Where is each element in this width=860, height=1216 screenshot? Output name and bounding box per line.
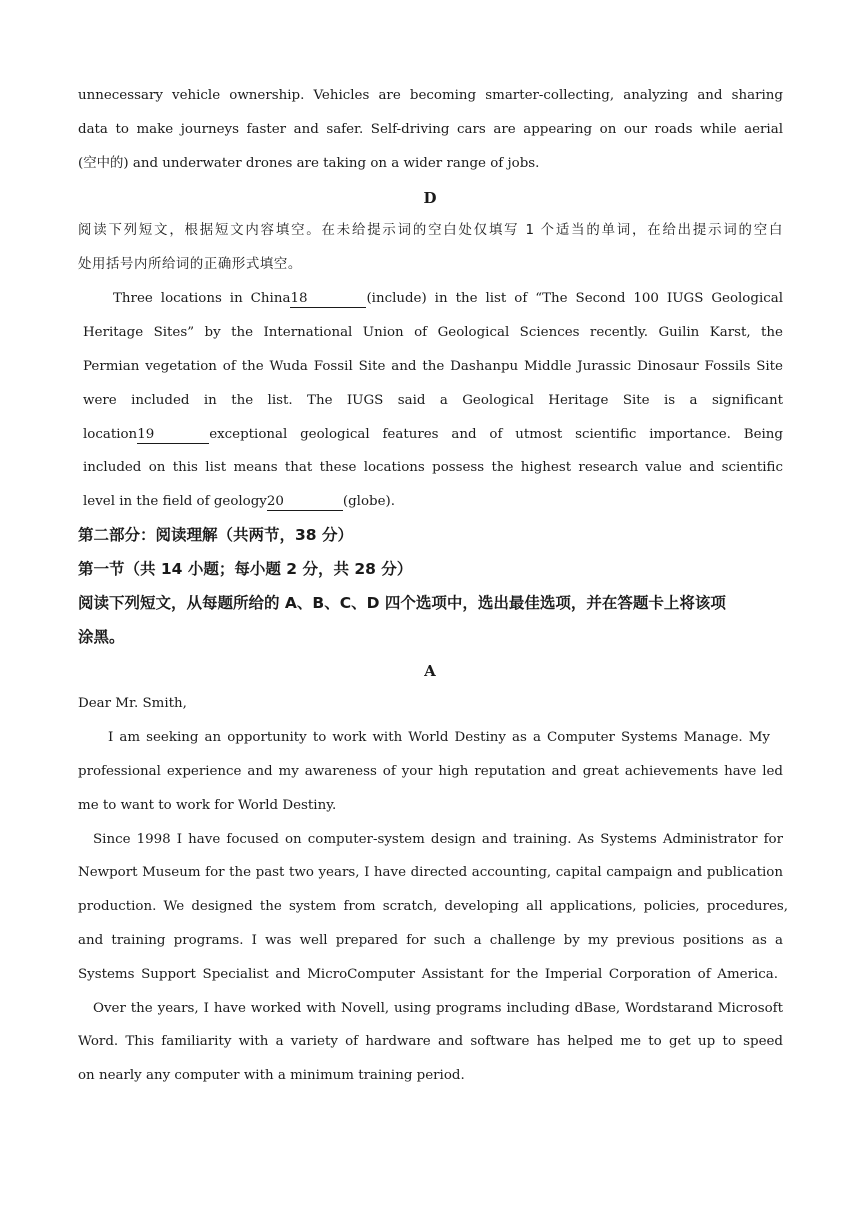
passage-line: were included in the list. The IUGS said a Geological Heritage Site is a significant xyxy=(83,393,783,408)
section-letter-d: D xyxy=(423,189,437,207)
blank-18[interactable]: 18 xyxy=(290,291,366,308)
text-line: production. We designed the system from scratch, developing all applications, policies, procedures, xyxy=(78,899,788,914)
text-line: me to want to work for World Destiny. xyxy=(78,798,337,813)
part-instruction: 涂黑。 xyxy=(78,628,125,646)
passage-text: Three locations in China xyxy=(113,291,291,306)
text-line: professional experience and my awareness of your high reputation and great achievements have led xyxy=(78,764,783,779)
passage-line xyxy=(113,289,783,309)
blank-20[interactable]: 20 xyxy=(267,494,343,511)
passage-line: Heritage Sites” by the International Union of Geological Sciences recently. Guilin Karst, the xyxy=(83,325,783,340)
part-title: 第二部分：阅读理解（共两节，38 分） xyxy=(78,526,353,544)
passage-line: Permian vegetation of the Wuda Fossil Site and the Dashanpu Middle Jurassic Dinosaur Fossils Site xyxy=(83,359,783,374)
passage-line xyxy=(83,492,783,512)
text-line: on nearly any computer with a minimum training period. xyxy=(78,1068,465,1083)
text-line: Word. This familiarity with a variety of hardware and software has helped me to get up to speed xyxy=(78,1034,783,1049)
text-line: Systems Support Specialist and MicroComputer Assistant for the Imperial Corporation of America. xyxy=(78,967,778,982)
text-line: data to make journeys faster and safer. Self-driving cars are appearing on our roads while aerial xyxy=(78,122,783,137)
passage-text: level in the field of geology xyxy=(83,494,267,509)
salutation: Dear Mr. Smith, xyxy=(78,696,187,711)
passage-line xyxy=(83,425,783,445)
text-line: unnecessary vehicle ownership. Vehicles are becoming smarter-collecting, analyzing and sharing xyxy=(78,88,783,103)
text-line: Over the years, I have worked with Novell, using programs including dBase, Wordstarand Microsoft xyxy=(93,1001,783,1016)
part-instruction: 阅读下列短文，从每题所给的 A、B、C、D 四个选项中，选出最佳选项，并在答题卡上将该项 xyxy=(78,594,726,612)
text-line: Newport Museum for the past two years, I have directed accounting, capital campaign and publication xyxy=(78,865,783,880)
text-line: (空中的) and underwater drones are taking on a wider range of jobs. xyxy=(78,156,540,171)
text-line: Since 1998 I have focused on computer-system design and training. As Systems Administrator for xyxy=(93,832,783,847)
passage-text: (globe). xyxy=(342,494,395,509)
passage-line: included on this list means that these locations possess the highest research value and scientific xyxy=(83,460,783,475)
passage-text: (include) in the list of “The Second 100 IUGS Geological xyxy=(366,291,783,306)
passage-text: location xyxy=(83,427,138,442)
section-title: 第一节（共 14 小题；每小题 2 分，共 28 分） xyxy=(78,560,413,578)
instruction-line: 阅读下列短文，根据短文内容填空。在未给提示词的空白处仅填写 1 个适当的单词，在给出提示词的空白 xyxy=(78,223,783,238)
instruction-line: 处用括号内所给词的正确形式填空。 xyxy=(78,257,302,272)
blank-19[interactable]: 19 xyxy=(137,427,209,444)
text-line: I am seeking an opportunity to work with World Destiny as a Computer Systems Manage. My xyxy=(108,730,770,745)
text-line: and training programs. I was well prepared for such a challenge by my previous positions as a xyxy=(78,933,783,948)
passage-text: exceptional geological features and of utmost scientific importance. Being xyxy=(209,427,783,442)
section-letter-a: A xyxy=(424,662,436,680)
